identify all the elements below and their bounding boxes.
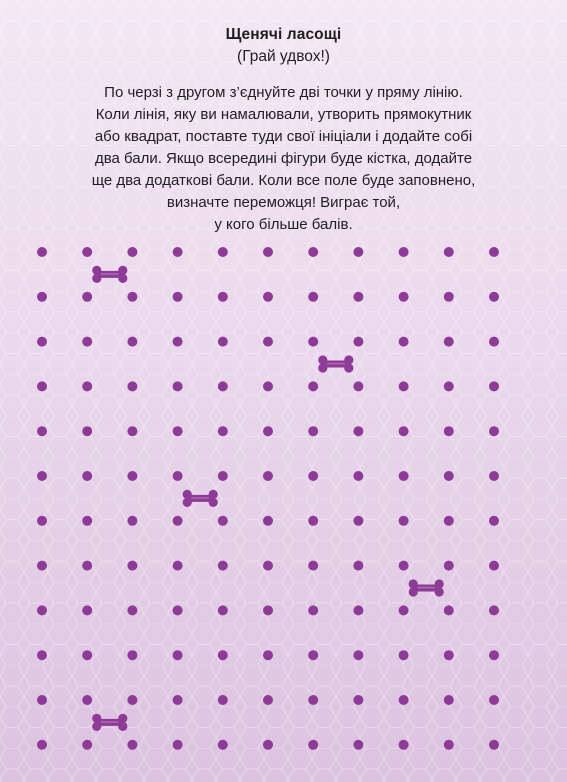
page-subtitle: (Грай удвох!) [237, 48, 330, 65]
grid-dot[interactable] [444, 337, 454, 347]
grid-dot[interactable] [37, 650, 47, 660]
grid-dot[interactable] [489, 381, 499, 391]
grid-dot[interactable] [353, 695, 363, 705]
instruction-line: у кого більше балів. [214, 216, 353, 233]
grid-dot[interactable] [353, 247, 363, 257]
grid-dot[interactable] [218, 740, 228, 750]
grid-dot[interactable] [489, 337, 499, 347]
grid-dot[interactable] [82, 650, 92, 660]
grid-dot[interactable] [399, 605, 409, 615]
grid-dot[interactable] [353, 605, 363, 615]
grid-dot[interactable] [37, 292, 47, 302]
grid-dot[interactable] [82, 381, 92, 391]
grid-dot[interactable] [399, 516, 409, 526]
grid-dot[interactable] [218, 471, 228, 481]
grid-dot[interactable] [308, 695, 318, 705]
grid-dot[interactable] [353, 381, 363, 391]
grid-dot[interactable] [82, 337, 92, 347]
grid-dot[interactable] [308, 381, 318, 391]
instruction-line: ще два додаткові бали. Коли все поле буде заповнено, [91, 172, 476, 189]
grid-dot[interactable] [444, 381, 454, 391]
grid-dot[interactable] [173, 292, 183, 302]
bone-icon [409, 579, 444, 596]
grid-dot[interactable] [173, 516, 183, 526]
grid-dot[interactable] [37, 471, 47, 481]
grid-dot[interactable] [37, 381, 47, 391]
grid-dot[interactable] [353, 561, 363, 571]
bone-icon [92, 266, 127, 283]
grid-dot[interactable] [218, 337, 228, 347]
grid-dot[interactable] [353, 337, 363, 347]
bone-icon [92, 714, 127, 731]
grid-dot[interactable] [173, 695, 183, 705]
grid-dot[interactable] [82, 605, 92, 615]
grid-dot[interactable] [353, 292, 363, 302]
instruction-line: визначте переможця! Виграє той, [166, 194, 401, 211]
grid-dot[interactable] [218, 695, 228, 705]
grid-dot[interactable] [353, 740, 363, 750]
grid-dot[interactable] [308, 740, 318, 750]
grid-dot[interactable] [489, 292, 499, 302]
grid-dot[interactable] [127, 740, 137, 750]
grid-dot[interactable] [263, 516, 273, 526]
grid-dot[interactable] [489, 471, 499, 481]
grid-dot[interactable] [127, 381, 137, 391]
grid-dot[interactable] [173, 247, 183, 257]
grid-dot[interactable] [82, 247, 92, 257]
grid-dot[interactable] [308, 292, 318, 302]
grid-dot[interactable] [82, 292, 92, 302]
grid-dot[interactable] [399, 650, 409, 660]
instruction-line: По черзі з другом з’єднуйте дві точки у пряму лінію. [104, 84, 463, 101]
grid-dot[interactable] [173, 740, 183, 750]
page-title: Щенячі ласощі [225, 26, 342, 43]
grid-dot[interactable] [127, 337, 137, 347]
grid-dot[interactable] [353, 650, 363, 660]
grid-dot[interactable] [218, 516, 228, 526]
grid-dot[interactable] [263, 740, 273, 750]
grid-dot[interactable] [308, 426, 318, 436]
grid-dot[interactable] [263, 426, 273, 436]
grid-dot[interactable] [173, 471, 183, 481]
instruction-line: два бали. Якщо всередині фігури буде кістка, додайте [94, 150, 473, 167]
grid-dot[interactable] [37, 695, 47, 705]
bone-icon [318, 355, 353, 372]
grid-dot[interactable] [444, 426, 454, 436]
grid-dot[interactable] [444, 740, 454, 750]
grid-dot[interactable] [489, 247, 499, 257]
grid-dot[interactable] [263, 605, 273, 615]
grid-dot[interactable] [489, 605, 499, 615]
grid-dot[interactable] [127, 561, 137, 571]
grid-dot[interactable] [218, 561, 228, 571]
grid-dot[interactable] [353, 516, 363, 526]
grid-dot[interactable] [399, 740, 409, 750]
grid-dot[interactable] [218, 247, 228, 257]
grid-dot[interactable] [82, 740, 92, 750]
grid-dot[interactable] [353, 426, 363, 436]
grid-dot[interactable] [308, 247, 318, 257]
grid-dot[interactable] [37, 516, 47, 526]
grid-dot[interactable] [444, 605, 454, 615]
grid-dot[interactable] [399, 471, 409, 481]
grid-dot[interactable] [37, 426, 47, 436]
grid-dot[interactable] [173, 381, 183, 391]
grid-dot[interactable] [444, 695, 454, 705]
grid-dot[interactable] [489, 650, 499, 660]
grid-dot[interactable] [82, 516, 92, 526]
grid-dot[interactable] [399, 381, 409, 391]
bone-icon [183, 490, 218, 507]
grid-dot[interactable] [127, 650, 137, 660]
grid-dot[interactable] [399, 337, 409, 347]
grid-dot[interactable] [263, 695, 273, 705]
grid-dot[interactable] [82, 561, 92, 571]
grid-dot[interactable] [489, 516, 499, 526]
grid-dot[interactable] [353, 471, 363, 481]
grid-dot[interactable] [263, 337, 273, 347]
grid-dot[interactable] [82, 426, 92, 436]
grid-dot[interactable] [263, 561, 273, 571]
grid-dot[interactable] [173, 605, 183, 615]
grid-dot[interactable] [263, 292, 273, 302]
grid-dot[interactable] [308, 337, 318, 347]
grid-dot[interactable] [263, 247, 273, 257]
grid-dot[interactable] [127, 247, 137, 257]
grid-dot[interactable] [399, 247, 409, 257]
grid-dot[interactable] [489, 561, 499, 571]
grid-dot[interactable] [399, 426, 409, 436]
grid-dot[interactable] [399, 561, 409, 571]
grid-dot[interactable] [263, 650, 273, 660]
grid-dot[interactable] [399, 695, 409, 705]
grid-dot[interactable] [444, 247, 454, 257]
grid-dot[interactable] [37, 337, 47, 347]
grid-dot[interactable] [218, 650, 228, 660]
grid-dot[interactable] [444, 292, 454, 302]
grid-dot[interactable] [173, 426, 183, 436]
grid-dot[interactable] [489, 740, 499, 750]
grid-dot[interactable] [489, 426, 499, 436]
grid-dot[interactable] [127, 695, 137, 705]
grid-dot[interactable] [82, 695, 92, 705]
grid-dot[interactable] [489, 695, 499, 705]
grid-dot[interactable] [444, 650, 454, 660]
grid-dot[interactable] [37, 740, 47, 750]
grid-dot[interactable] [263, 381, 273, 391]
instruction-line: Коли лінія, яку ви намалювали, утворить прямокутник [95, 106, 472, 123]
grid-dot[interactable] [127, 605, 137, 615]
grid-dot[interactable] [444, 516, 454, 526]
grid-dot[interactable] [444, 471, 454, 481]
grid-dot[interactable] [127, 516, 137, 526]
grid-dot[interactable] [127, 426, 137, 436]
grid-dot[interactable] [308, 516, 318, 526]
grid-dot[interactable] [218, 605, 228, 615]
grid-dot[interactable] [173, 650, 183, 660]
grid-dot[interactable] [399, 292, 409, 302]
grid-dot[interactable] [444, 561, 454, 571]
instruction-line: або квадрат, поставте туди свої ініціали і додайте собі [94, 128, 473, 145]
grid-dot[interactable] [82, 471, 92, 481]
grid-dot[interactable] [308, 605, 318, 615]
grid-dot[interactable] [218, 426, 228, 436]
grid-dot[interactable] [218, 381, 228, 391]
grid-dot[interactable] [263, 471, 273, 481]
grid-dot[interactable] [173, 337, 183, 347]
grid-dot[interactable] [308, 471, 318, 481]
grid-dot[interactable] [218, 292, 228, 302]
grid-dot[interactable] [127, 292, 137, 302]
grid-dot[interactable] [127, 471, 137, 481]
grid-dot[interactable] [308, 561, 318, 571]
grid-dot[interactable] [173, 561, 183, 571]
grid-dot[interactable] [37, 605, 47, 615]
grid-dot[interactable] [37, 561, 47, 571]
grid-dot[interactable] [308, 650, 318, 660]
grid-dot[interactable] [37, 247, 47, 257]
